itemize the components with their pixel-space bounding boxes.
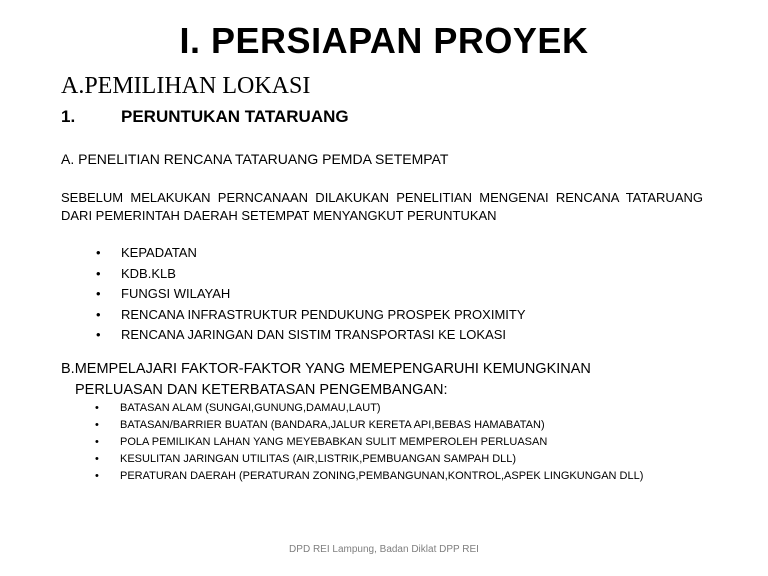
bullet-icon: • <box>96 245 101 260</box>
bullet-icon: • <box>96 306 101 322</box>
list-item <box>61 417 643 434</box>
list-item-text: RENCANA JARINGAN DAN SISTIM TRANSPORTASI KE LOKASI <box>121 327 507 342</box>
list-item <box>61 468 643 485</box>
bullet-icon: • <box>95 453 99 465</box>
bullet-icon: • <box>95 470 99 482</box>
subsection-a-bullet-list <box>61 243 526 346</box>
list-item-text: KESULITAN JARINGAN UTILITAS (AIR,LISTRIK,PEMBUANGAN SAMPAH DLL) <box>120 453 517 465</box>
item-title: PERUNTUKAN TATARUANG <box>121 107 349 126</box>
subsection-a-paragraph: SEBELUM MELAKUKAN PERNCANAAN DILAKUKAN PENELITIAN MENGENAI RENCANA TATARUANG DARI PEMERINTAH DAERAH SETEMPAT MENYANGKUT PERUNTUKAN <box>61 190 703 223</box>
list-item-text: KEPADATAN <box>121 245 197 260</box>
list-item <box>61 243 526 264</box>
list-item-text: FUNGSI WILAYAH <box>121 286 231 301</box>
list-item <box>61 305 526 326</box>
bullet-icon: • <box>96 327 101 342</box>
list-item-text: RENCANA INFRASTRUKTUR PENDUKUNG PROSPEK PROXIMITY <box>121 306 526 322</box>
subsection-b-heading <box>61 359 591 401</box>
list-item-text: KDB.KLB <box>121 265 176 281</box>
bullet-icon: • <box>96 265 101 281</box>
list-item <box>61 284 526 305</box>
list-item-text: POLA PEMILIKAN LAHAN YANG MEYEBABKAN SULIT MEMPEROLEH PERLUASAN <box>120 436 548 448</box>
bullet-icon: • <box>96 286 101 301</box>
subsection-b-bullet-list <box>61 400 643 485</box>
list-item-text: BATASAN/BARRIER BUATAN (BANDARA,JALUR KERETA API,BEBAS HAMABATAN) <box>120 419 545 431</box>
list-item <box>61 434 643 451</box>
bullet-icon: • <box>95 436 99 448</box>
list-item-text: BATASAN ALAM (SUNGAI,GUNUNG,DAMAU,LAUT) <box>120 402 381 414</box>
section-heading: A.PEMILIHAN LOKASI <box>61 73 311 99</box>
bullet-icon: • <box>95 419 99 431</box>
list-item <box>61 264 526 285</box>
list-item <box>61 400 643 417</box>
slide-title: I. PERSIAPAN PROYEK <box>179 20 589 61</box>
subsection-b-heading-line1: B.MEMPELAJARI FAKTOR-FAKTOR YANG MEMEPENGARUHI KEMUNGKINAN <box>61 361 591 377</box>
bullet-icon: • <box>95 402 99 414</box>
subsection-b-heading-line2: PERLUASAN DAN KETERBATASAN PENGEMBANGAN: <box>75 382 448 398</box>
subsection-a-heading: A. PENELITIAN RENCANA TATARUANG PEMDA SETEMPAT <box>61 151 449 167</box>
item-number: 1. <box>61 107 76 126</box>
list-item-text: PERATURAN DAERAH (PERATURAN ZONING,PEMBANGUNAN,KONTROL,ASPEK LINGKUNGAN DLL) <box>120 470 644 482</box>
list-item <box>61 451 643 468</box>
list-item <box>61 325 526 346</box>
slide-footer: DPD REI Lampung, Badan Diklat DPP REI <box>289 544 479 555</box>
